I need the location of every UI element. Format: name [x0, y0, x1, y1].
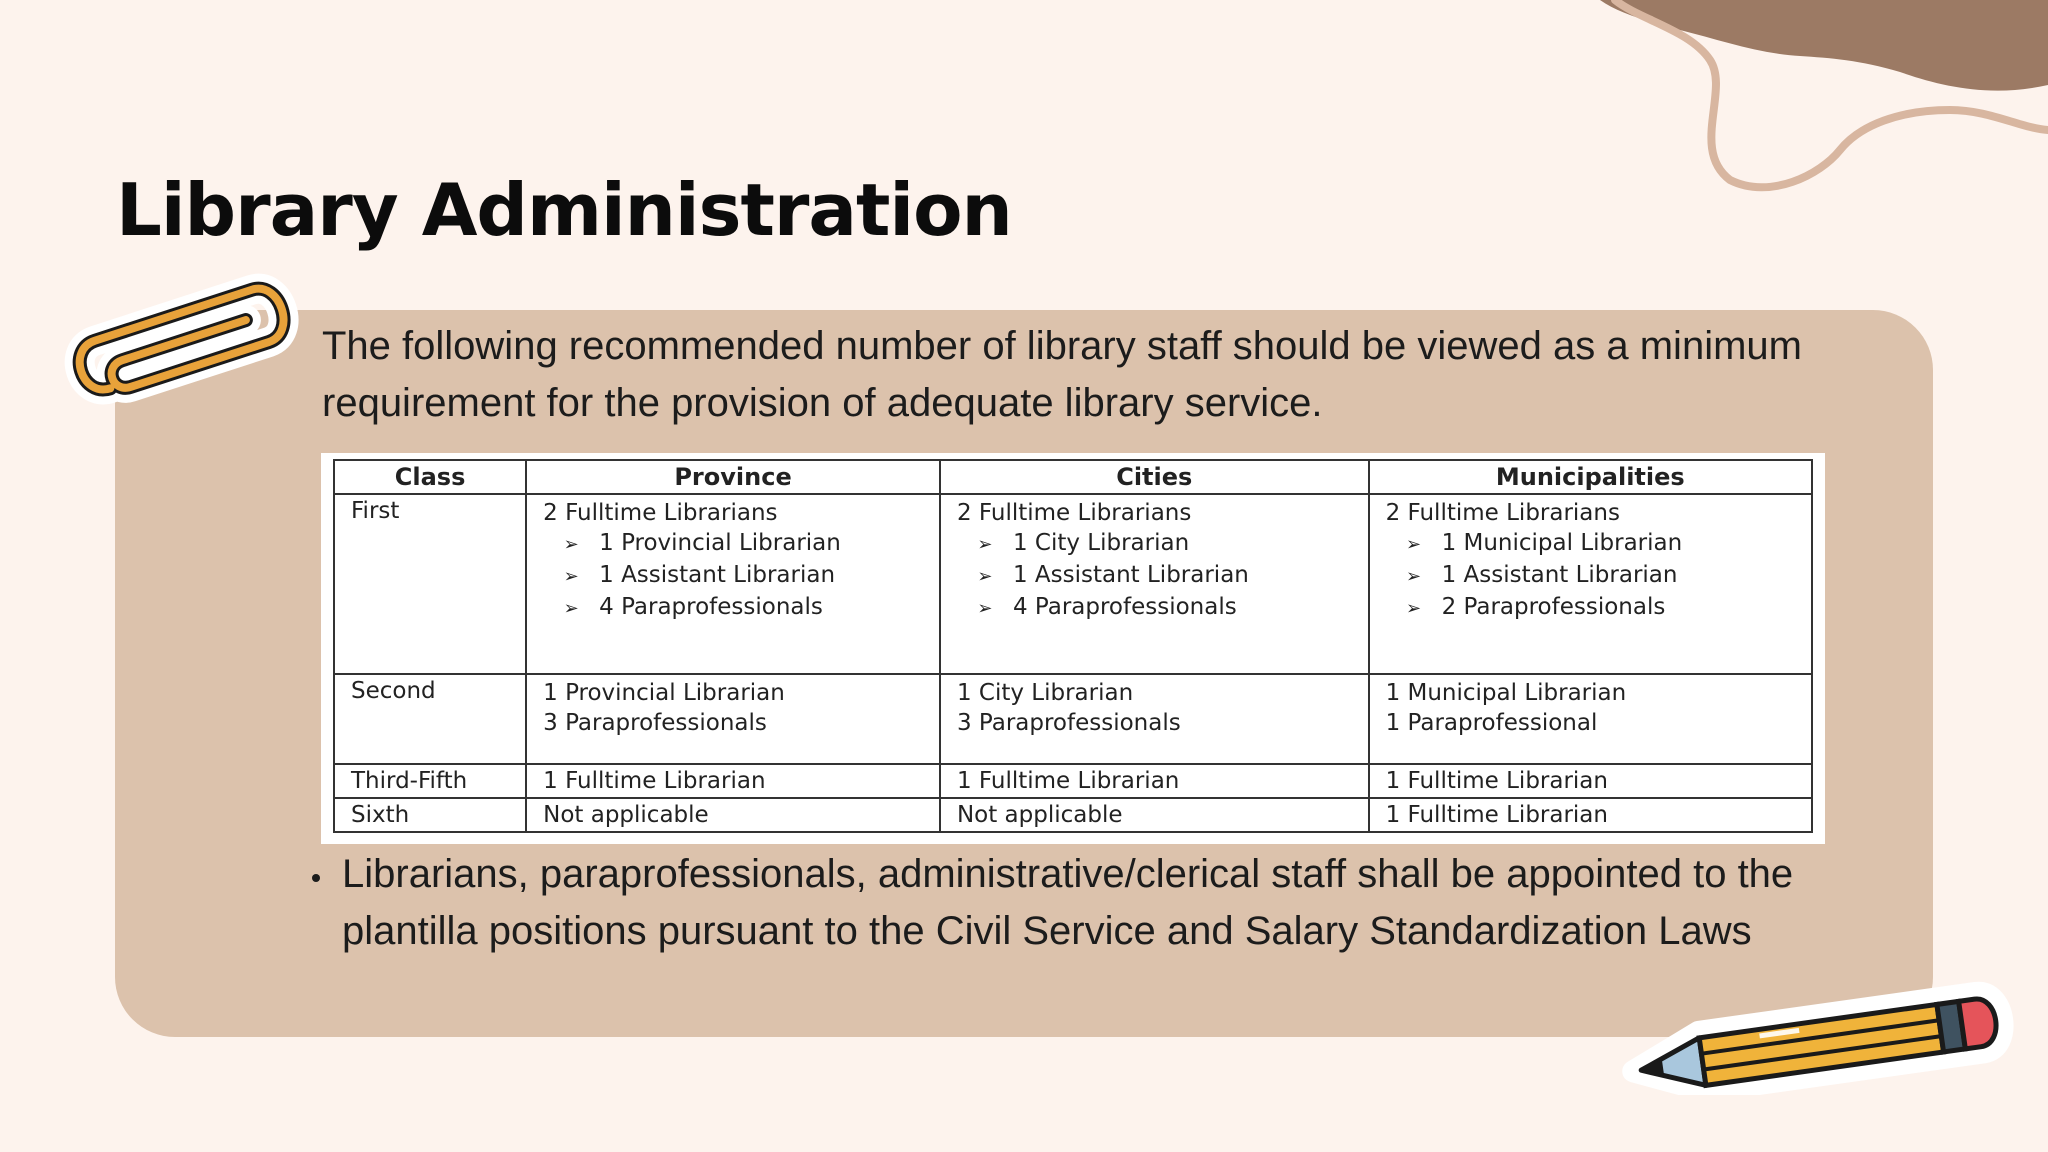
- staff-table: [333, 459, 1813, 833]
- arrow-bullet-icon: ➢: [563, 566, 579, 587]
- pencil-icon: [1610, 975, 2030, 1095]
- arrow-bullet-icon: ➢: [563, 534, 579, 555]
- bullet-text: Librarians, paraprofessionals, administrative/clerical staff shall be appointed to the plantilla positions pursuant to the Civil Service and Salary Standardization Laws: [342, 852, 1794, 953]
- paperclip-icon: [60, 268, 310, 418]
- arrow-bullet-icon: ➢: [1406, 566, 1422, 587]
- column-header: Class: [334, 460, 526, 494]
- province-cell: 1 Provincial Librarian 3 Paraprofessionals: [526, 674, 940, 764]
- intro-text: The following recommended number of library staff should be viewed as a minimum requirement for the provision of adequate library service.: [322, 324, 1802, 425]
- class-cell: First: [334, 494, 526, 674]
- arrow-bullet-icon: ➢: [1406, 598, 1422, 619]
- municipalities-cell: 1 Fulltime Librarian: [1369, 798, 1812, 832]
- class-cell: Third-Fifth: [334, 764, 526, 798]
- municipalities-cell: 1 Municipal Librarian 1 Paraprofessional: [1369, 674, 1812, 764]
- class-cell: Second: [334, 674, 526, 764]
- column-header: Province: [526, 460, 940, 494]
- municipalities-cell: 2 Fulltime Librarians ➢ 1 Municipal Librarian ➢ 1 Assistant Librarian ➢ 2 Paraprofessionals: [1369, 494, 1812, 674]
- class-cell: Sixth: [334, 798, 526, 832]
- arrow-bullet-icon: ➢: [977, 534, 993, 555]
- arrow-bullet-icon: ➢: [977, 598, 993, 619]
- table-row: [334, 798, 1812, 832]
- bullet-dot-icon: [312, 874, 320, 882]
- staff-table-image: [321, 453, 1825, 844]
- arrow-bullet-icon: ➢: [563, 598, 579, 619]
- cities-cell: 2 Fulltime Librarians ➢ 1 City Librarian ➢ 1 Assistant Librarian ➢ 4 Paraprofessionals: [940, 494, 1369, 674]
- decorative-blob: [1560, 0, 2048, 200]
- arrow-bullet-icon: ➢: [1406, 534, 1422, 555]
- province-cell: 1 Fulltime Librarian: [526, 764, 940, 798]
- cities-cell: Not applicable: [940, 798, 1369, 832]
- bullet-item: [312, 846, 1852, 960]
- table-header-row: [334, 460, 1812, 494]
- arrow-bullet-icon: ➢: [977, 566, 993, 587]
- cities-cell: 1 Fulltime Librarian: [940, 764, 1369, 798]
- table-row: [334, 764, 1812, 798]
- cities-cell: 1 City Librarian 3 Paraprofessionals: [940, 674, 1369, 764]
- column-header: Cities: [940, 460, 1369, 494]
- page-title: Library Administration: [116, 168, 1012, 252]
- table-row: [334, 674, 1812, 764]
- column-header: Municipalities: [1369, 460, 1812, 494]
- table-row: [334, 494, 1812, 674]
- municipalities-cell: 1 Fulltime Librarian: [1369, 764, 1812, 798]
- province-cell: Not applicable: [526, 798, 940, 832]
- province-cell: 2 Fulltime Librarians ➢ 1 Provincial Librarian ➢ 1 Assistant Librarian ➢ 4 Paraprofessionals: [526, 494, 940, 674]
